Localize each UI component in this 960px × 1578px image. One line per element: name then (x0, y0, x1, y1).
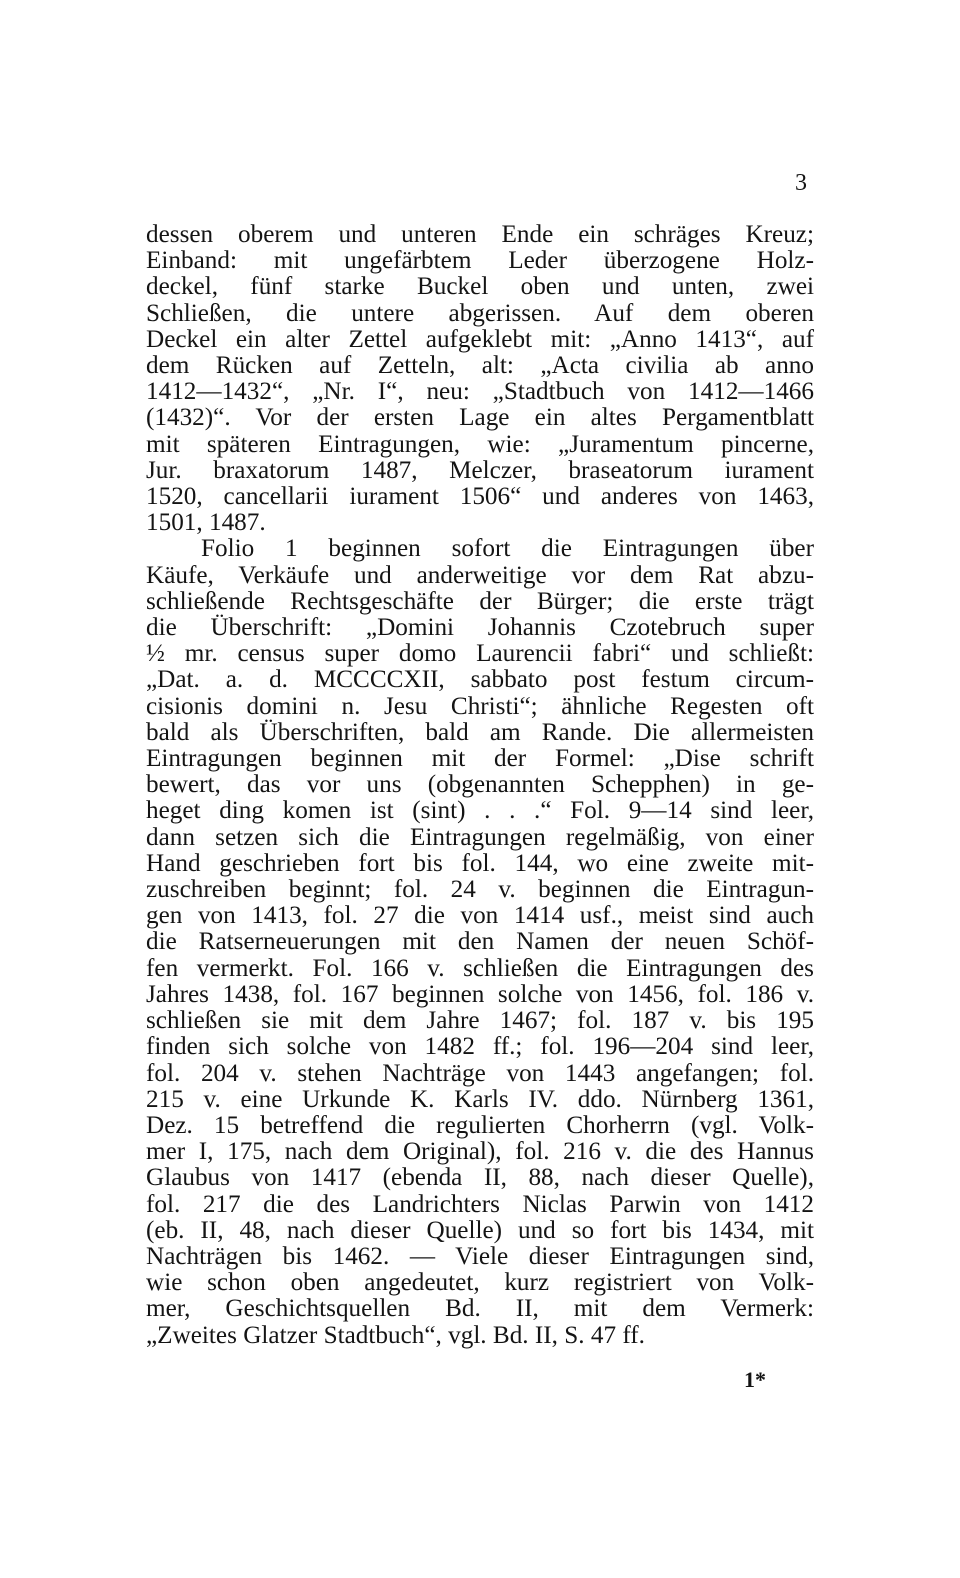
text-line: Jur. braxatorum 1487, Melczer, braseatorum iurament (146, 456, 814, 484)
text-line: mer, Geschichtsquellen Bd. II, mit dem Vermerk: (146, 1295, 814, 1323)
text-line: gen von 1413, fol. 27 die von 1414 usf., meist sind auch (146, 902, 814, 930)
text-line: heget ding komen ist (sint) . . .“ Fol. 9—14 sind leer, (146, 797, 814, 825)
text-line: schließende Rechtsgeschäfte der Bürger; die erste trägt (146, 587, 814, 615)
text-line: Käufe, Verkäufe und anderweitige vor dem Rat abzu- (146, 561, 814, 589)
text-line: 215 v. eine Urkunde K. Karls IV. ddo. Nürnberg 1361, (146, 1085, 814, 1113)
text-line: schließen sie mit dem Jahre 1467; fol. 187 v. bis 195 (146, 1007, 814, 1035)
text-line: wie schon oben angedeutet, kurz registriert von Volk- (146, 1269, 814, 1297)
text-line: zuschreiben beginnt; fol. 24 v. beginnen die Eintragun- (146, 876, 814, 904)
text-line: Jahres 1438, fol. 167 beginnen solche von 1456, fol. 186 v. (146, 980, 814, 1008)
text-line: finden sich solche von 1482 ff.; fol. 196—204 sind leer, (146, 1033, 814, 1061)
text-line: bewert, das vor uns (obgenannten Schepphen) in ge- (146, 771, 814, 799)
text-line: Deckel ein alter Zettel aufgeklebt mit: „Anno 1413“, auf (146, 325, 814, 353)
text-line: die Überschrift: „Domini Johannis Czotebruch super (146, 614, 814, 642)
text-line: Eintragungen beginnen mit der Formel: „Dise schrift (146, 745, 814, 773)
text-line: (1432)“. Vor der ersten Lage ein altes Pergamentblatt (146, 404, 814, 432)
text-line: fol. 217 die des Landrichters Niclas Parwin von 1412 (146, 1190, 814, 1218)
text-line: Nachträgen bis 1462. — Viele dieser Eintragungen sind, (146, 1242, 814, 1270)
text-line: dem Rücken auf Zetteln, alt: „Acta civilia ab anno (146, 352, 814, 380)
text-line: die Ratserneuerungen mit den Namen der neuen Schöf- (146, 928, 814, 956)
text-line: Dez. 15 betreffend die regulierten Chorherrn (vgl. Volk- (146, 1111, 814, 1139)
text-line: dessen oberem und unteren Ende ein schräges Kreuz; (146, 221, 814, 248)
text-line: fol. 204 v. stehen Nachträge von 1443 angefangen; fol. (146, 1059, 814, 1087)
text-line: deckel, fünf starke Buckel oben und unten, zwei (146, 273, 814, 301)
paragraph-end-line: „Zweites Glatzer Stadtbuch“, vgl. Bd. II, S. 47 ff. (146, 1321, 645, 1349)
paragraph-end-line: 1501, 1487. (146, 509, 266, 537)
paragraph-start-line: Folio 1 beginnen sofort die Eintragungen über (201, 535, 814, 563)
text-line: dann setzen sich die Eintragungen regelmäßig, von einer (146, 823, 814, 851)
text-line: Hand geschrieben fort bis fol. 144, wo eine zweite mit- (146, 849, 814, 877)
sheet-signature-mark: 1* (744, 1367, 766, 1392)
text-line: Einband: mit ungefärbtem Leder überzogene Holz- (146, 247, 814, 275)
text-line: Glaubus von 1417 (ebenda II, 88, nach dieser Quelle), (146, 1164, 814, 1192)
text-line: fen vermerkt. Fol. 166 v. schließen die Eintragungen des (146, 954, 814, 982)
text-line: bald als Überschriften, bald am Rande. Die allermeisten (146, 718, 814, 746)
text-line: „Dat. a. d. MCCCCXII, sabbato post festum circum- (146, 666, 814, 694)
text-line: (eb. II, 48, nach dieser Quelle) und so fort bis 1434, mit (146, 1216, 814, 1244)
page-number: 3 (795, 170, 807, 196)
body-text (146, 222, 814, 1349)
text-line: mer I, 175, nach dem Original), fol. 216 v. die des Hannus (146, 1138, 814, 1166)
text-line: 1520, cancellarii iurament 1506“ und anderes von 1463, (146, 483, 814, 511)
text-line: Schließen, die untere abgerissen. Auf dem oberen (146, 299, 814, 327)
text-line: ½ mr. census super domo Laurencii fabri“ und schließt: (146, 640, 814, 668)
text-line: 1412—1432“, „Nr. I“, neu: „Stadtbuch von 1412—1466 (146, 378, 814, 406)
text-line: mit späteren Eintragungen, wie: „Juramentum pincerne, (146, 430, 814, 458)
text-line: cisionis domini n. Jesu Christi“; ähnliche Regesten oft (146, 692, 814, 720)
